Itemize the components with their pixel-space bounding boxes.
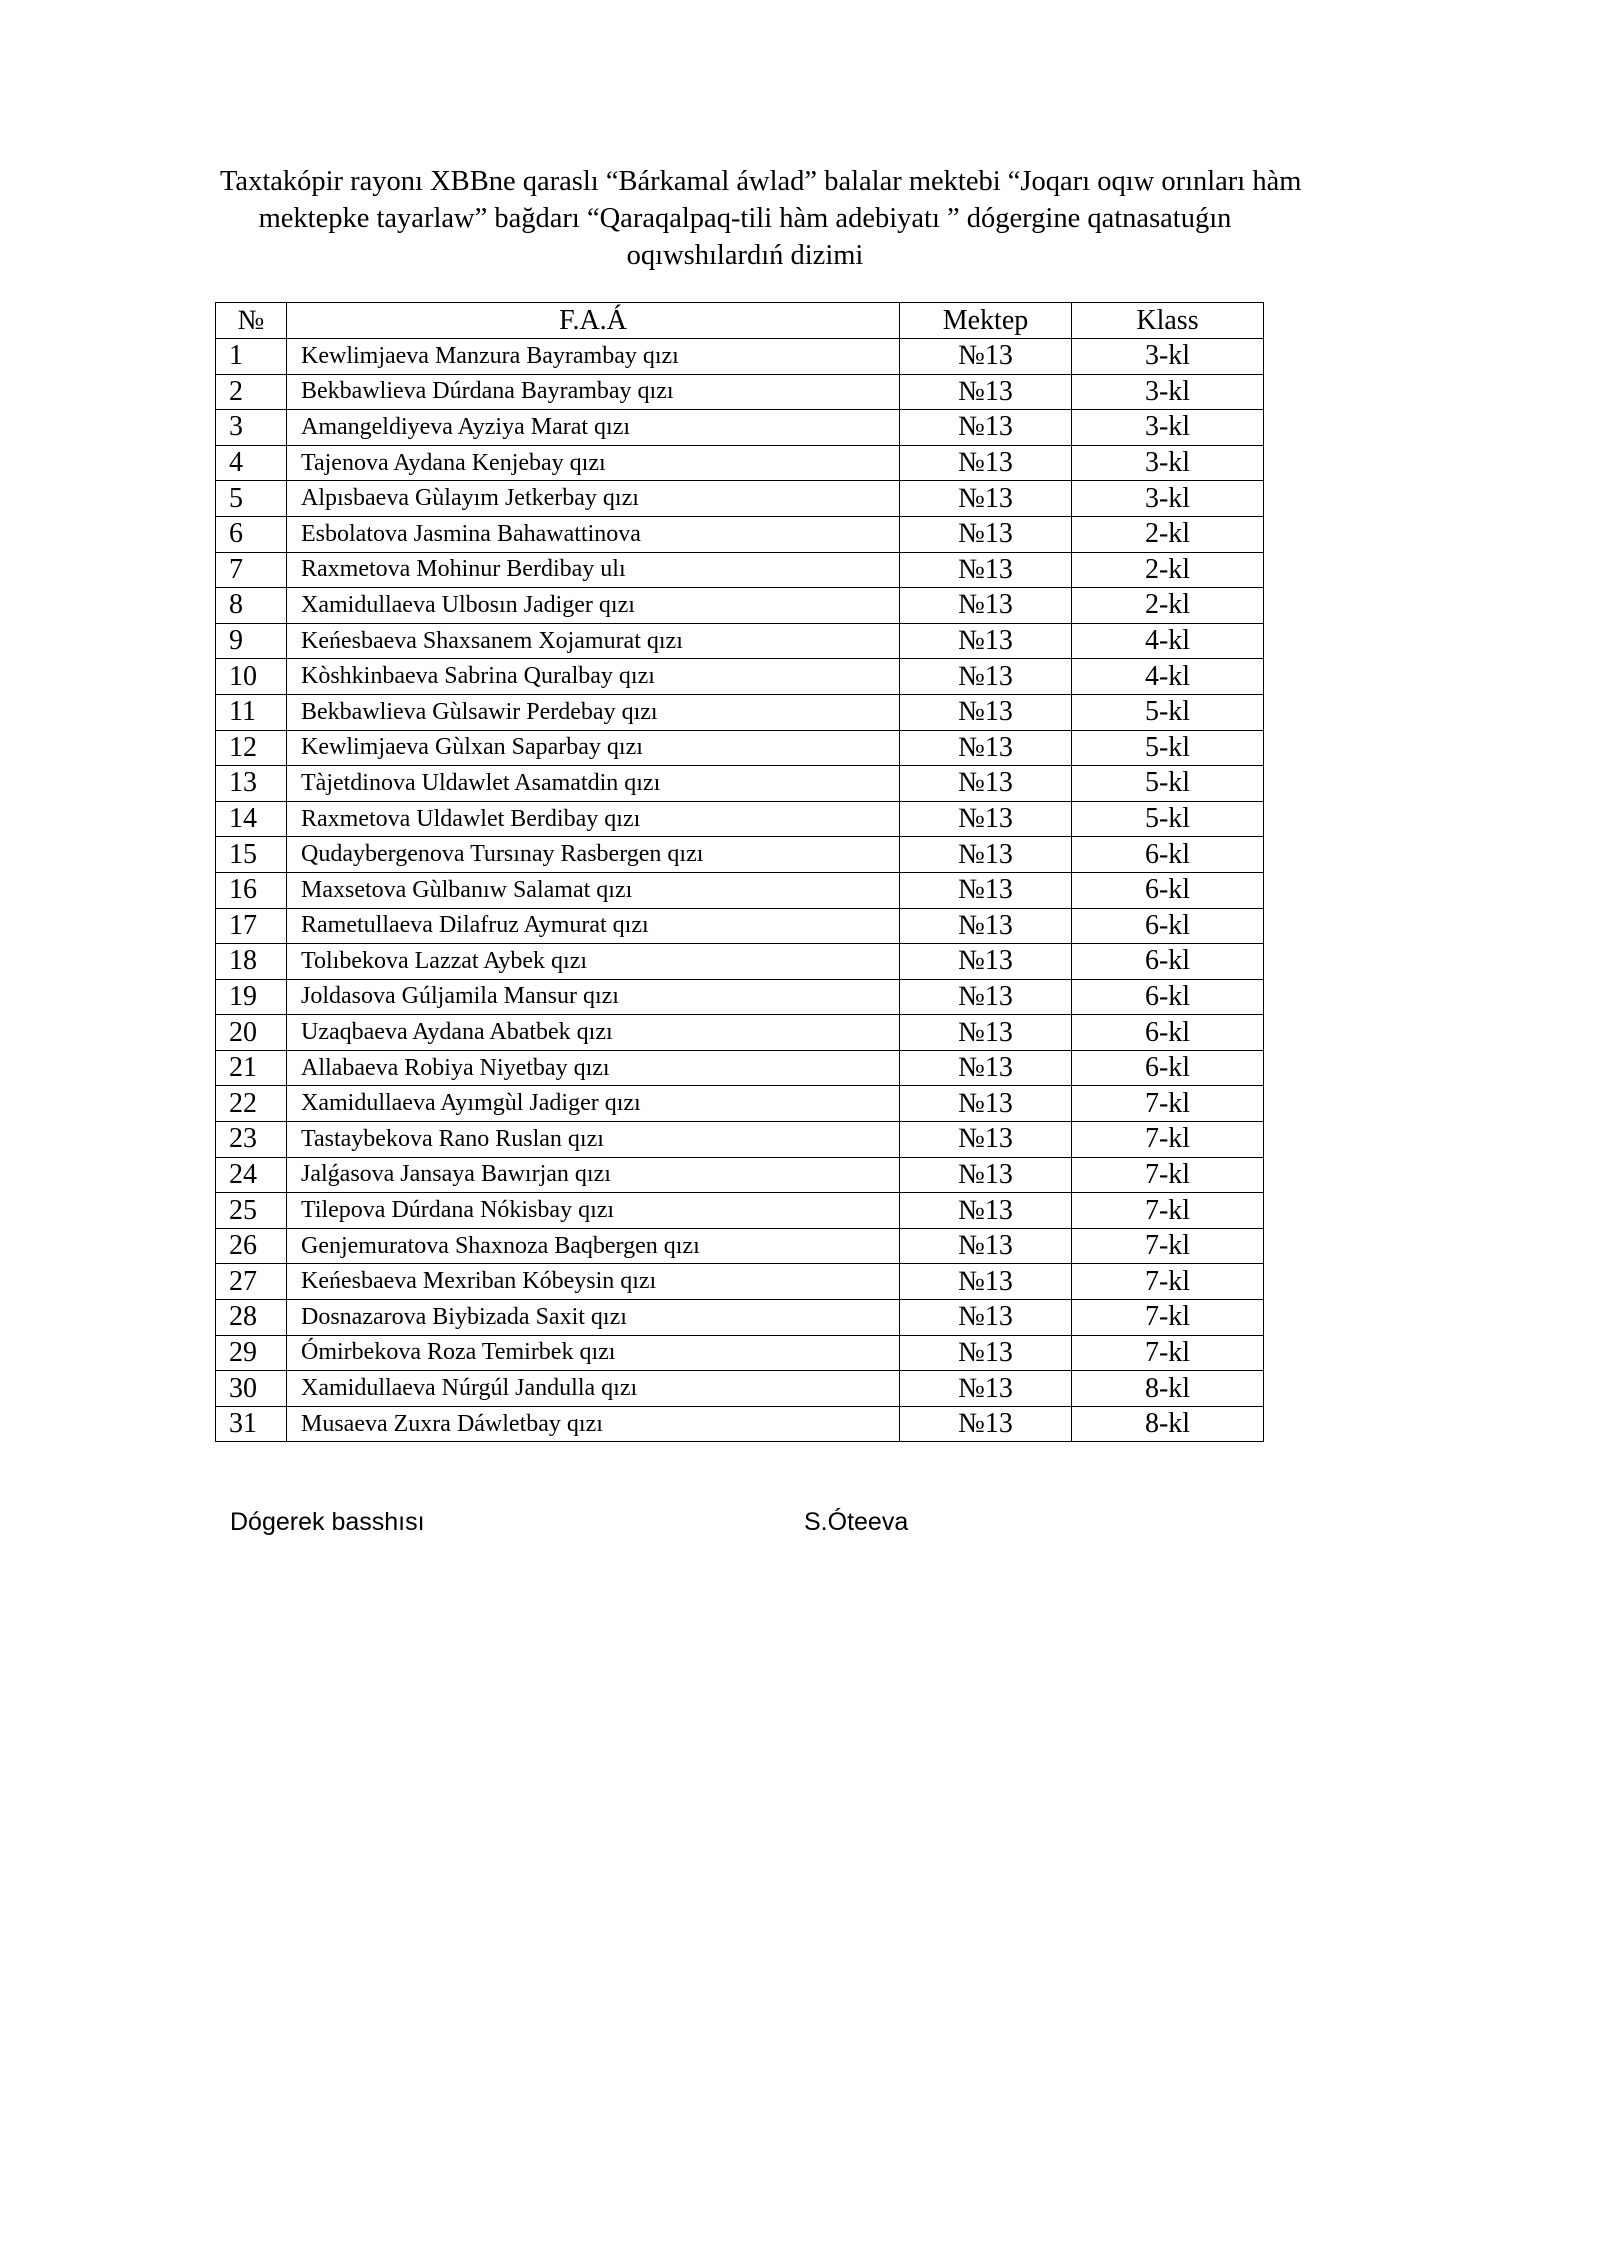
table-row — [216, 730, 1264, 766]
school-number: №13 — [900, 410, 1072, 446]
school-number: №13 — [900, 872, 1072, 908]
table-row — [216, 445, 1264, 481]
class-label: 2-kl — [1072, 516, 1264, 552]
school-number: №13 — [900, 516, 1072, 552]
school-number: №13 — [900, 766, 1072, 802]
table-row — [216, 694, 1264, 730]
row-number: 13 — [216, 766, 287, 802]
student-name: Tastaybekova Rano Ruslan qızı — [287, 1122, 900, 1158]
class-label: 7-kl — [1072, 1335, 1264, 1371]
row-number: 6 — [216, 516, 287, 552]
class-label: 6-kl — [1072, 979, 1264, 1015]
row-number: 24 — [216, 1157, 287, 1193]
table-row — [216, 516, 1264, 552]
class-label: 6-kl — [1072, 944, 1264, 980]
row-number: 31 — [216, 1406, 287, 1442]
table-row — [216, 659, 1264, 695]
student-name: Xamidullaeva Ulbosın Jadiger qızı — [287, 588, 900, 624]
row-number: 17 — [216, 908, 287, 944]
student-name: Musaeva Zuxra Dáwletbay qızı — [287, 1406, 900, 1442]
class-label: 6-kl — [1072, 1015, 1264, 1051]
document-title — [220, 163, 1302, 274]
table-row — [216, 410, 1264, 446]
school-number: №13 — [900, 694, 1072, 730]
table-row — [216, 837, 1264, 873]
row-number: 14 — [216, 801, 287, 837]
student-name: Xamidullaeva Ayımgùl Jadiger qızı — [287, 1086, 900, 1122]
table-row — [216, 979, 1264, 1015]
student-name: Keńesbaeva Mexriban Kóbeysin qızı — [287, 1264, 900, 1300]
header-full-name: F.A.Á — [287, 303, 900, 339]
student-name: Joldasova Gúljamila Mansur qızı — [287, 979, 900, 1015]
class-label: 7-kl — [1072, 1157, 1264, 1193]
student-name: Alpısbaeva Gùlayım Jetkerbay qızı — [287, 481, 900, 517]
student-name: Genjemuratova Shaxnoza Baqbergen qızı — [287, 1228, 900, 1264]
table-row — [216, 944, 1264, 980]
row-number: 19 — [216, 979, 287, 1015]
student-name: Tàjetdinova Uldawlet Asamatdin qızı — [287, 766, 900, 802]
row-number: 2 — [216, 374, 287, 410]
school-number: №13 — [900, 730, 1072, 766]
table-row — [216, 588, 1264, 624]
school-number: №13 — [900, 374, 1072, 410]
row-number: 30 — [216, 1371, 287, 1407]
student-name: Kewlimjaeva Manzura Bayrambay qızı — [287, 339, 900, 375]
school-number: №13 — [900, 1015, 1072, 1051]
row-number: 18 — [216, 944, 287, 980]
table-row — [216, 1371, 1264, 1407]
table-row — [216, 1157, 1264, 1193]
table-header-row — [216, 303, 1264, 339]
row-number: 7 — [216, 552, 287, 588]
row-number: 11 — [216, 694, 287, 730]
table-row — [216, 1086, 1264, 1122]
class-label: 3-kl — [1072, 374, 1264, 410]
row-number: 28 — [216, 1300, 287, 1336]
class-label: 4-kl — [1072, 659, 1264, 695]
class-label: 2-kl — [1072, 552, 1264, 588]
row-number: 12 — [216, 730, 287, 766]
row-number: 9 — [216, 623, 287, 659]
school-number: №13 — [900, 801, 1072, 837]
table-row — [216, 339, 1264, 375]
class-label: 7-kl — [1072, 1228, 1264, 1264]
school-number: №13 — [900, 659, 1072, 695]
student-name: Kewlimjaeva Gùlxan Saparbay qızı — [287, 730, 900, 766]
student-name: Kòshkinbaeva Sabrina Quralbay qızı — [287, 659, 900, 695]
table-row — [216, 766, 1264, 802]
class-label: 7-kl — [1072, 1122, 1264, 1158]
school-number: №13 — [900, 1300, 1072, 1336]
table-row — [216, 1050, 1264, 1086]
row-number: 4 — [216, 445, 287, 481]
school-number: №13 — [900, 1264, 1072, 1300]
school-number: №13 — [900, 908, 1072, 944]
class-label: 8-kl — [1072, 1406, 1264, 1442]
student-name: Jalǵasova Jansaya Bawırjan qızı — [287, 1157, 900, 1193]
class-label: 5-kl — [1072, 730, 1264, 766]
class-label: 3-kl — [1072, 339, 1264, 375]
row-number: 20 — [216, 1015, 287, 1051]
class-label: 7-kl — [1072, 1193, 1264, 1229]
school-number: №13 — [900, 1086, 1072, 1122]
class-label: 7-kl — [1072, 1264, 1264, 1300]
school-number: №13 — [900, 445, 1072, 481]
row-number: 5 — [216, 481, 287, 517]
class-label: 7-kl — [1072, 1300, 1264, 1336]
student-name: Amangeldiyeva Ayziya Marat qızı — [287, 410, 900, 446]
row-number: 22 — [216, 1086, 287, 1122]
class-label: 6-kl — [1072, 1050, 1264, 1086]
school-number: №13 — [900, 339, 1072, 375]
student-name: Qudaybergenova Tursınay Rasbergen qızı — [287, 837, 900, 873]
school-number: №13 — [900, 623, 1072, 659]
table-row — [216, 481, 1264, 517]
title-line-2: mektepke tayarlaw” bağdarı “Qaraqalpaq-tili hàm adebiyatı ” dógergine qatnasatuǵın — [258, 203, 1232, 234]
class-label: 8-kl — [1072, 1371, 1264, 1407]
class-label: 5-kl — [1072, 766, 1264, 802]
footer-role: Dógerek basshısı — [230, 1508, 425, 1536]
table-row — [216, 801, 1264, 837]
class-label: 5-kl — [1072, 801, 1264, 837]
table-row — [216, 1228, 1264, 1264]
school-number: №13 — [900, 1193, 1072, 1229]
title-line-3: oqıwshılardıń dizimi — [626, 240, 864, 271]
student-name: Allabaeva Robiya Niyetbay qızı — [287, 1050, 900, 1086]
table-row — [216, 1300, 1264, 1336]
row-number: 23 — [216, 1122, 287, 1158]
class-label: 6-kl — [1072, 837, 1264, 873]
class-label: 6-kl — [1072, 908, 1264, 944]
row-number: 26 — [216, 1228, 287, 1264]
student-name: Esbolatova Jasmina Bahawattinova — [287, 516, 900, 552]
school-number: №13 — [900, 481, 1072, 517]
student-name: Keńesbaeva Shaxsanem Xojamurat qızı — [287, 623, 900, 659]
student-name: Dosnazarova Biybizada Saxit qızı — [287, 1300, 900, 1336]
table-row — [216, 872, 1264, 908]
school-number: №13 — [900, 1371, 1072, 1407]
header-number: № — [216, 303, 287, 339]
school-number: №13 — [900, 552, 1072, 588]
school-number: №13 — [900, 1122, 1072, 1158]
row-number: 16 — [216, 872, 287, 908]
table-row — [216, 1335, 1264, 1371]
row-number: 3 — [216, 410, 287, 446]
class-label: 7-kl — [1072, 1086, 1264, 1122]
table-row — [216, 623, 1264, 659]
student-name: Raxmetova Uldawlet Berdibay qızı — [287, 801, 900, 837]
row-number: 29 — [216, 1335, 287, 1371]
school-number: №13 — [900, 1406, 1072, 1442]
table-row — [216, 908, 1264, 944]
student-name: Rametullaeva Dilafruz Aymurat qızı — [287, 908, 900, 944]
student-name: Raxmetova Mohinur Berdibay ulı — [287, 552, 900, 588]
table-row — [216, 1122, 1264, 1158]
row-number: 21 — [216, 1050, 287, 1086]
row-number: 1 — [216, 339, 287, 375]
table-body — [216, 339, 1264, 1442]
header-class: Klass — [1072, 303, 1264, 339]
row-number: 15 — [216, 837, 287, 873]
student-name: Tolıbekova Lazzat Aybek qızı — [287, 944, 900, 980]
school-number: №13 — [900, 979, 1072, 1015]
header-school: Mektep — [900, 303, 1072, 339]
table-row — [216, 1015, 1264, 1051]
class-label: 3-kl — [1072, 481, 1264, 517]
title-line-1: Taxtakópir rayonı XBBne qaraslı “Bárkamal áwlad” balalar mektebi “Joqarı oqıw orınları hàm — [220, 166, 1302, 197]
table-row — [216, 1406, 1264, 1442]
school-number: №13 — [900, 944, 1072, 980]
row-number: 10 — [216, 659, 287, 695]
row-number: 25 — [216, 1193, 287, 1229]
student-name: Ómirbekova Roza Temirbek qızı — [287, 1335, 900, 1371]
class-label: 3-kl — [1072, 445, 1264, 481]
school-number: №13 — [900, 1228, 1072, 1264]
class-label: 3-kl — [1072, 410, 1264, 446]
row-number: 27 — [216, 1264, 287, 1300]
student-name: Bekbawlieva Dúrdana Bayrambay qızı — [287, 374, 900, 410]
school-number: №13 — [900, 1157, 1072, 1193]
student-name: Bekbawlieva Gùlsawir Perdebay qızı — [287, 694, 900, 730]
school-number: №13 — [900, 1050, 1072, 1086]
class-label: 4-kl — [1072, 623, 1264, 659]
student-list-table — [215, 302, 1264, 1442]
student-name: Tilepova Dúrdana Nókisbay qızı — [287, 1193, 900, 1229]
table-row — [216, 1193, 1264, 1229]
school-number: №13 — [900, 1335, 1072, 1371]
student-name: Tajenova Aydana Kenjebay qızı — [287, 445, 900, 481]
student-name: Maxsetova Gùlbanıw Salamat qızı — [287, 872, 900, 908]
class-label: 2-kl — [1072, 588, 1264, 624]
footer-signature: S.Óteeva — [804, 1508, 909, 1536]
table-row — [216, 374, 1264, 410]
row-number: 8 — [216, 588, 287, 624]
student-name: Uzaqbaeva Aydana Abatbek qızı — [287, 1015, 900, 1051]
student-name: Xamidullaeva Núrgúl Jandulla qızı — [287, 1371, 900, 1407]
table-row — [216, 552, 1264, 588]
class-label: 6-kl — [1072, 872, 1264, 908]
school-number: №13 — [900, 837, 1072, 873]
school-number: №13 — [900, 588, 1072, 624]
class-label: 5-kl — [1072, 694, 1264, 730]
table-row — [216, 1264, 1264, 1300]
